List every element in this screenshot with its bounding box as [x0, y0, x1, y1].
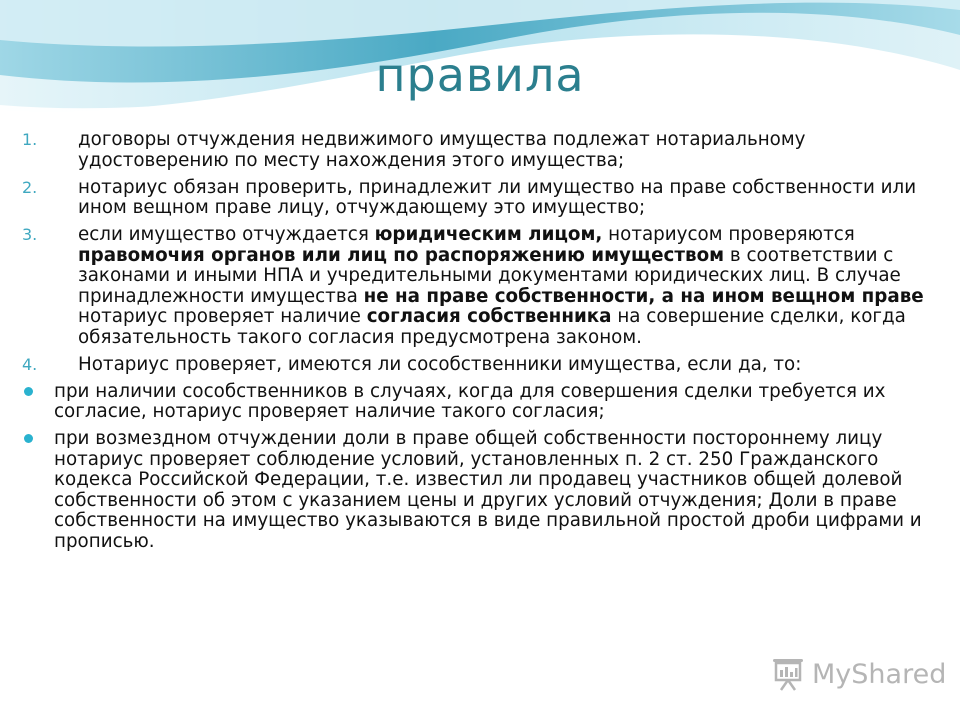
rules-list: [22, 130, 938, 559]
presentation-board-icon: [770, 657, 806, 691]
emphasis-text: юридическим лицом,: [374, 224, 603, 245]
item-text: [78, 129, 805, 171]
text-run: нотариус проверяет наличие: [78, 306, 367, 327]
text-run: при возмездном отчуждении доли в праве общей собственности постороннему лицу нотариус проверяет соблюдение условий, установленных п. 2 ст. 250 Гражданского кодекса Российской Федерации, т.е. известил ли продавец участников общей долевой собственности об этом с указанием цены и других условий отчуждения; Доли в праве собственности на имущество указываются в виде правильной простой дроби цифрами и прописью.: [54, 428, 922, 552]
watermark-logo: [770, 656, 946, 692]
item-number: 1.: [22, 130, 38, 149]
numbered-item: [22, 178, 938, 219]
bullet-dot-icon: [24, 387, 33, 396]
numbered-item: [22, 130, 938, 171]
slide-title: правила: [375, 48, 585, 102]
item-text: [78, 354, 801, 375]
watermark-text: MyShared: [812, 658, 947, 690]
text-run: в соответствии с законами и иными НПА и учредительными документами юридических лиц. В случае принадлежности имущества: [78, 244, 901, 307]
emphasis-text: правомочия органов или лиц по распоряжению имуществом: [78, 244, 725, 266]
emphasis-text: согласия собственника: [366, 306, 612, 327]
bullet-item: [22, 429, 938, 552]
text-run: нотариусом проверяются: [602, 224, 855, 245]
numbered-item: [22, 225, 938, 348]
item-number: 4.: [22, 354, 38, 374]
text-run: на совершение сделки, когда обязательность такого согласия предусмотрена законом.: [78, 306, 906, 348]
text-run: договоры отчуждения недвижимого имущества подлежат нотариальному удостоверению по месту нахождения этого имущества;: [78, 129, 806, 171]
text-run: если имущество отчуждается: [78, 224, 375, 245]
bullet-dot-icon: [24, 434, 33, 443]
item-text: [78, 224, 924, 348]
item-text: [54, 428, 922, 552]
text-run: при наличии сособственников в случаях, когда для совершения сделки требуется их согласие, нотариус проверяет наличие такого согласия;: [54, 380, 886, 422]
emphasis-text: не на праве собственности, а на ином вещном праве: [363, 285, 924, 307]
bullet-item: [22, 382, 938, 423]
item-number: 2.: [22, 177, 38, 197]
item-text: [78, 177, 916, 219]
text-run: Нотариус проверяет, имеются ли сособственники имущества, если да, то:: [78, 353, 802, 375]
text-run: нотариус обязан проверить, принадлежит ли имущество на праве собственности или ином вещном праве лицу, отчуждающему это имущество;: [78, 176, 917, 218]
item-number: 3.: [22, 225, 38, 244]
numbered-item: [22, 355, 938, 376]
item-text: [54, 381, 886, 423]
